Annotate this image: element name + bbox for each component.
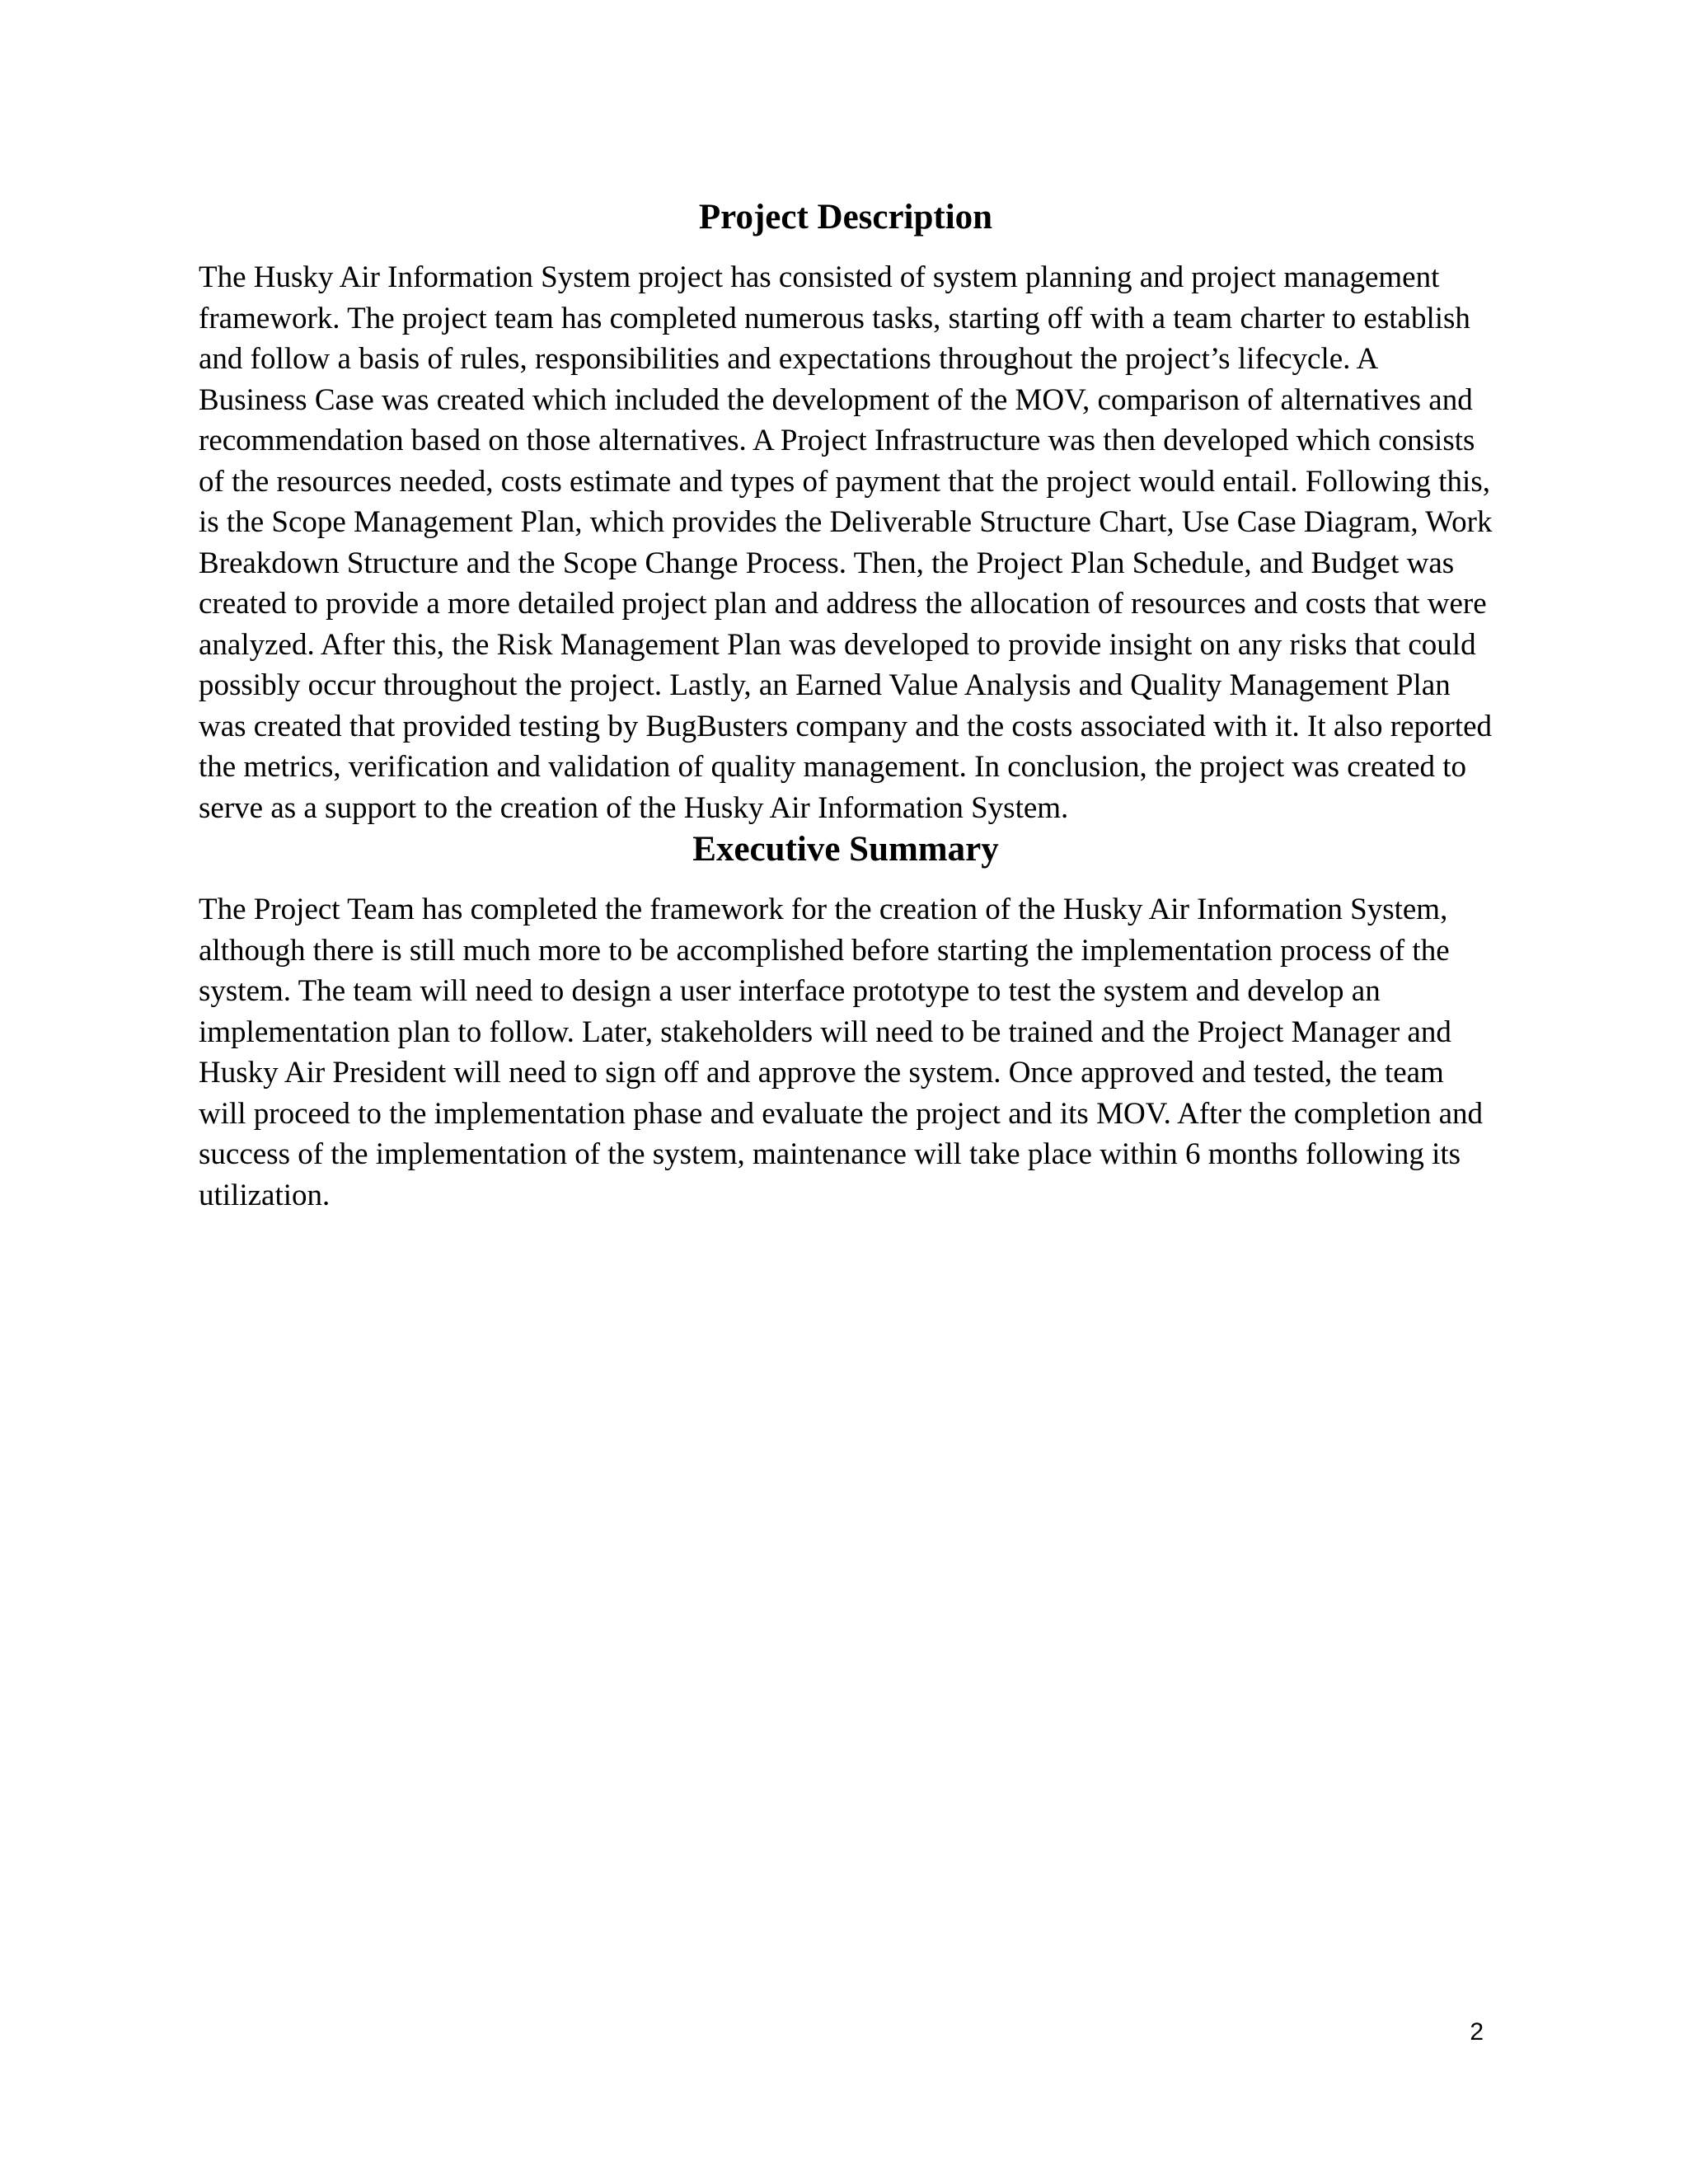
executive-summary-section	[199, 828, 1493, 1216]
project-description-section	[199, 196, 1493, 828]
page-number: 2	[1470, 2018, 1484, 2046]
page-content	[199, 196, 1493, 1216]
project-description-heading: Project Description	[698, 198, 993, 237]
executive-summary-paragraph: The Project Team has completed the framework for the creation of the Husky Air Information System, although there is still much more to be accomplished before starting the implementation process of the system. The team will need to design a user interface prototype to test the system and develop an implementation plan to follow. Later, stakeholders will need to be trained and the Project Manager and Husky Air President will need to sign off and approve the system. Once approved and tested, the team will proceed to the implementation phase and evaluate the project and its MOV. After the completion and success of the implementation of the system, maintenance will take place within 6 months following its utilization.	[199, 893, 1484, 1212]
executive-summary-heading: Executive Summary	[692, 830, 999, 869]
project-description-paragraph: The Husky Air Information System project has consisted of system planning and project management framework. The project team has completed numerous tasks, starting off with a team charter to establish and follow a basis of rules, responsibilities and expectations throughout the project’s lifecycle. A Business Case was created which included the development of the MOV, comparison of alternatives and recommendation based on those alternatives. A Project Infrastructure was then developed which consists of the resources needed, costs estimate and types of payment that the project would entail. Following this, is the Scope Management Plan, which provides the Deliverable Structure Chart, Use Case Diagram, Work Breakdown Structure and the Scope Change Process. Then, the Project Plan Schedule, and Budget was created to provide a more detailed project plan and address the allocation of resources and costs that were analyzed. After this, the Risk Management Plan was developed to provide insight on any risks that could possibly occur throughout the project. Lastly, an Earned Value Analysis and Quality Management Plan was created that provided testing by BugBusters company and the costs associated with it. It also reported the metrics, verification and validation of quality management. In conclusion, the project was created to serve as a support to the creation of the Husky Air Information System.	[199, 260, 1493, 825]
